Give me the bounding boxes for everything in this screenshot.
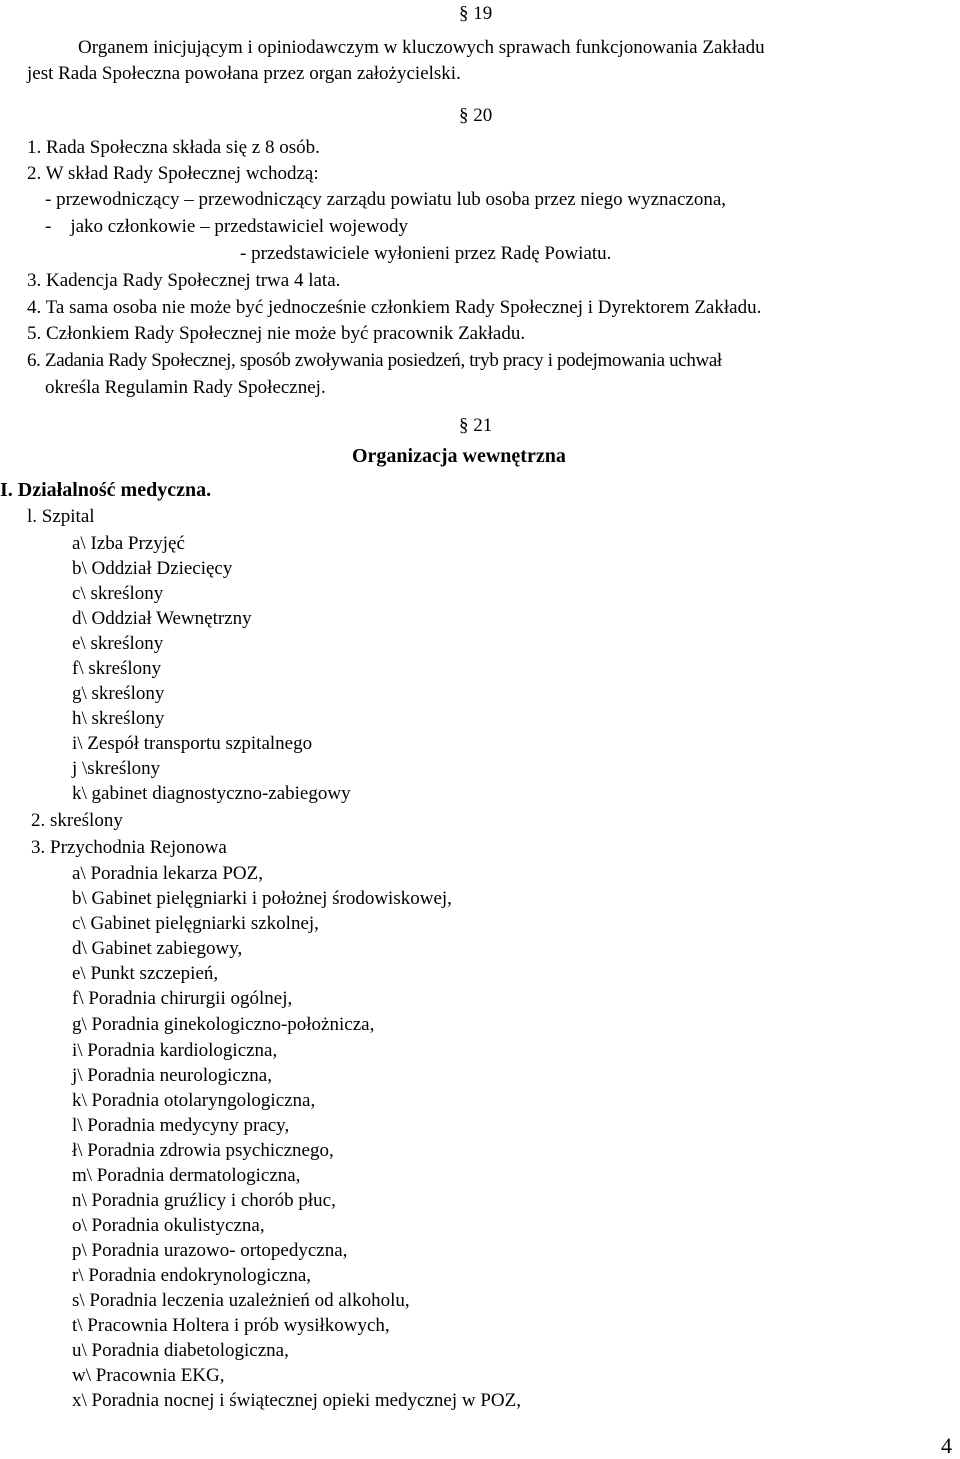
list-item: f\ skreślony <box>72 658 162 679</box>
section-19-heading: § 19 <box>459 3 493 24</box>
hospital-label: l. Szpital <box>27 506 95 527</box>
list-item: w\ Pracownia EKG, <box>72 1365 225 1386</box>
list-item: k\ gabinet diagnostyczno-zabiegowy <box>72 783 351 804</box>
section-20-line-2: 2. W skład Rady Społecznej wchodzą: <box>27 163 319 184</box>
list-item: o\ Poradnia okulistyczna, <box>72 1215 265 1236</box>
item-2-removed: 2. skreślony <box>31 810 123 831</box>
list-item: k\ Poradnia otolaryngologiczna, <box>72 1090 316 1111</box>
section-20-line-5: - przedstawiciele wyłonieni przez Radę Powiatu. <box>240 243 612 264</box>
list-item: r\ Poradnia endokrynologiczna, <box>72 1265 312 1286</box>
list-item: d\ Gabinet zabiegowy, <box>72 938 243 959</box>
section-21-heading: § 21 <box>459 415 493 436</box>
list-item: h\ skreślony <box>72 708 165 729</box>
list-item: c\ Gabinet pielęgniarki szkolnej, <box>72 913 319 934</box>
section-20-heading: § 20 <box>459 105 493 126</box>
section-20-line-1: 1. Rada Społeczna składa się z 8 osób. <box>27 137 320 158</box>
list-item: b\ Gabinet pielęgniarki i położnej środowiskowej, <box>72 888 452 909</box>
clinic-label: 3. Przychodnia Rejonowa <box>31 837 227 858</box>
list-item: a\ Poradnia lekarza POZ, <box>72 863 263 884</box>
list-item: c\ skreślony <box>72 583 164 604</box>
section-20-line-10: określa Regulamin Rady Społecznej. <box>45 377 326 398</box>
list-item: d\ Oddział Wewnętrzny <box>72 608 252 629</box>
page-number: 4 <box>941 1433 952 1458</box>
part-heading: I. Działalność medyczna. <box>0 479 212 501</box>
list-item: f\ Poradnia chirurgii ogólnej, <box>72 988 293 1009</box>
list-item: j\ Poradnia neurologiczna, <box>72 1065 272 1086</box>
section-20-line-8: 5. Członkiem Rady Społecznej nie może być pracownik Zakładu. <box>27 323 526 344</box>
section-20-line-4: - jako członkowie – przedstawiciel wojewody <box>45 216 408 237</box>
list-item: g\ Poradnia ginekologiczno-położnicza, <box>72 1014 375 1035</box>
list-item: i\ Poradnia kardiologiczna, <box>72 1040 278 1061</box>
list-item: p\ Poradnia urazowo- ortopedyczna, <box>72 1240 348 1261</box>
list-item: a\ Izba Przyjęć <box>72 533 185 554</box>
section-21-title: Organizacja wewnętrzna <box>352 445 566 467</box>
list-item: j \skreślony <box>72 758 161 779</box>
section-20-line-6: 3. Kadencja Rady Społecznej trwa 4 lata. <box>27 270 341 291</box>
list-item: i\ Zespół transportu szpitalnego <box>72 733 313 754</box>
section-19-text-line-2: jest Rada Społeczna powołana przez organ założycielski. <box>27 63 461 84</box>
list-item: x\ Poradnia nocnej i świątecznej opieki medycznej w POZ, <box>72 1390 522 1411</box>
list-item: e\ skreślony <box>72 633 164 654</box>
list-item: g\ skreślony <box>72 683 165 704</box>
section-20-line-9: 6. Zadania Rady Społecznej, sposób zwoływania posiedzeń, tryb pracy i podejmowania uchwał <box>27 350 722 371</box>
list-item: u\ Poradnia diabetologiczna, <box>72 1340 289 1361</box>
list-item: e\ Punkt szczepień, <box>72 963 219 984</box>
list-item: n\ Poradnia gruźlicy i chorób płuc, <box>72 1190 336 1211</box>
list-item: s\ Poradnia leczenia uzależnień od alkoholu, <box>72 1290 410 1311</box>
list-item: t\ Pracownia Holtera i prób wysiłkowych, <box>72 1315 390 1336</box>
list-item: m\ Poradnia dermatologiczna, <box>72 1165 301 1186</box>
list-item: l\ Poradnia medycyny pracy, <box>72 1115 290 1136</box>
list-item: ł\ Poradnia zdrowia psychicznego, <box>72 1140 334 1161</box>
section-20-line-7: 4. Ta sama osoba nie może być jednocześnie członkiem Rady Społecznej i Dyrektorem Zakładu. <box>27 297 762 318</box>
section-19-text-line-1: Organem inicjującym i opiniodawczym w kluczowych sprawach funkcjonowania Zakładu <box>78 37 765 58</box>
section-20-line-3: - przewodniczący – przewodniczący zarządu powiatu lub osoba przez niego wyznaczona, <box>45 189 727 210</box>
list-item: b\ Oddział Dziecięcy <box>72 558 233 579</box>
